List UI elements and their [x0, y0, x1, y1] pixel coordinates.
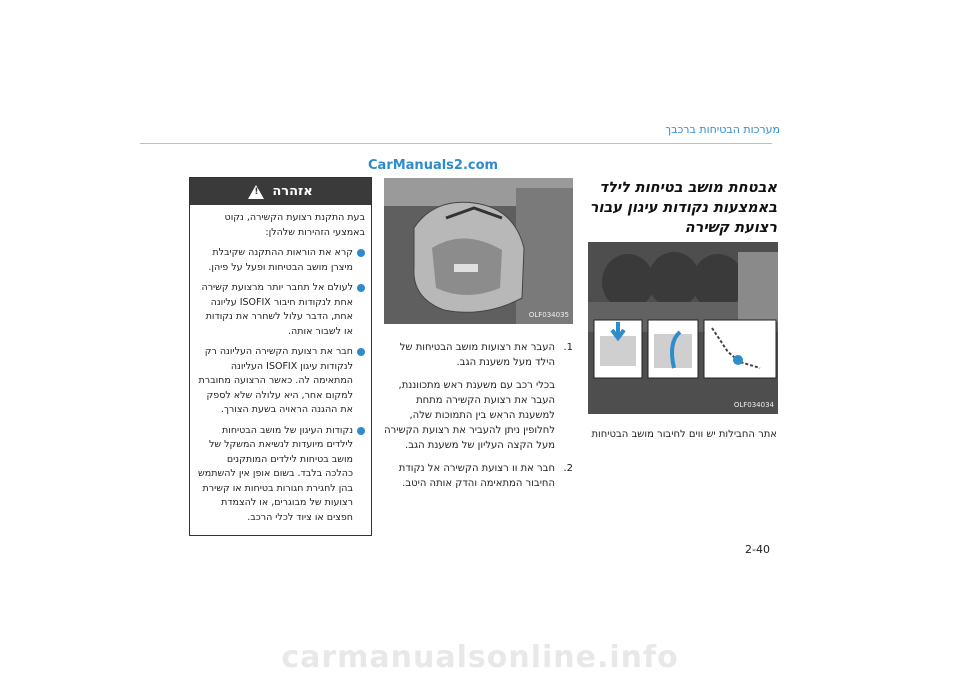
warning-list	[196, 246, 365, 525]
bullet-icon	[357, 249, 365, 257]
step-text: חבר את וו רצועת הקשירה אל נקודת החיבור המתאימה והדק אותה היטב.	[398, 463, 555, 489]
step-text: העבר את רצועות מושב הבטיחות של הילד מעל משענת הגב.	[399, 342, 555, 368]
title-line: באמצעות נקודות עיגון עבור	[589, 200, 777, 216]
section-header: מערכות הבטיחות ברכבך	[665, 123, 780, 136]
warning-header	[190, 178, 371, 205]
warning-body	[196, 211, 365, 531]
step-text: בכלי רכב עם משענת ראש מתכווננת, העבר את רצועת הקשירה מתחת למשענת הראש בין התמוכות שלה, לחלופין ניתן להעביר את רצועת הקשירה מעל הקצה העליון של משענת הגב.	[384, 380, 555, 451]
anchor-photo	[588, 242, 778, 414]
anchor-photo-illustration	[588, 242, 778, 414]
image-label: OLF034034	[733, 401, 774, 409]
step-item	[384, 340, 573, 370]
page-number: 2-40	[745, 543, 770, 556]
warning-item-text: נקודות העיגון של מושב הבטיחות לילדים מיועדות לנשיאת המשקל של מושב בטיחות לילדים המותקנים כהלכה בלבד. בשום אופן אין להשתמש בהן לחגירת חגורות בטיחות או קשירת רצועות של מבוגרים, או להצמדת חפצים או ציוד לכלי הרכב.	[198, 424, 353, 523]
warning-triangle-icon	[248, 185, 264, 199]
anchor-caption: אתר החבילות יש ווים לחיבור מושב הבטיחות	[591, 429, 777, 440]
step-number: 2.	[563, 463, 573, 474]
title-line: רצועת קשירה	[684, 220, 777, 236]
bullet-icon	[357, 427, 365, 435]
warning-item	[196, 345, 365, 418]
warning-item-text: קרא את הוראות ההתקנה שקיבלת מיצרן מושב הבטיחות ופעל על פיהן.	[208, 247, 353, 273]
step-item	[384, 378, 573, 453]
warning-item	[196, 281, 365, 339]
image-label: OLF034035	[528, 311, 569, 319]
installation-steps	[384, 340, 573, 499]
step-number	[555, 378, 573, 453]
child-seat-photo	[384, 178, 573, 324]
header-divider	[140, 143, 772, 144]
warning-intro: בעת התקנת רצועת הקשירה, נקוט באמצעי הזהירות שלהלן:	[224, 212, 365, 238]
warning-title: אזהרה	[272, 184, 313, 199]
watermark: CarManuals2.com	[368, 158, 499, 173]
step-number: 1.	[563, 342, 573, 353]
warning-item	[196, 246, 365, 275]
step-item	[384, 461, 573, 491]
child-seat-illustration	[384, 178, 573, 324]
warning-item-text: לעולם אל תחבר יותר מרצועת קשירה אחת לנקודות חיבור ISOFIX עליונה אחת, הדבר עלול לשחרר את נקודות או לשבור אותה.	[201, 282, 353, 337]
warning-item-text: חבר את רצועת הקשירה העליונה רק לנקודות עיגון ISOFIX העליונה המתאימה לה. כאשר הרצועה מחוברת למקום אחר, היא עלולה שלא לספק את ההגנה הראויה בשעת הצורך.	[198, 346, 353, 415]
title-line: אבטחת מושב בטיחות לילד	[599, 180, 777, 196]
warning-item	[196, 424, 365, 526]
bottom-watermark: carmanualsonline.info	[281, 640, 679, 675]
bullet-icon	[357, 348, 365, 356]
warning-box	[189, 177, 372, 536]
bullet-icon	[357, 284, 365, 292]
section-title	[585, 178, 777, 238]
